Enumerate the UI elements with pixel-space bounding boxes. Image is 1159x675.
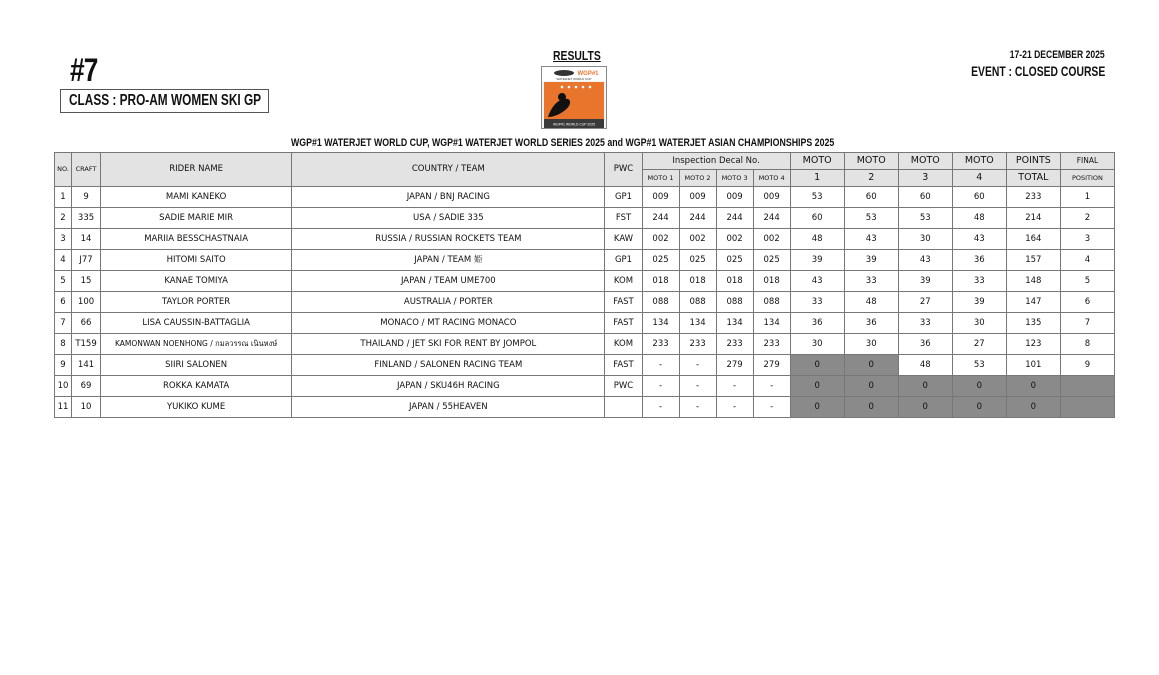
logo-line2: WATERJET WORLD CUP: [556, 77, 592, 81]
cell-rider: TAYLOR PORTER: [101, 292, 292, 313]
cell-insp-moto3: -: [716, 376, 753, 397]
cell-moto1: 30: [790, 334, 844, 355]
cell-craft: J77: [72, 250, 101, 271]
cell-moto1: 60: [790, 208, 844, 229]
cell-moto2: 60: [844, 187, 898, 208]
cell-insp-moto3: 244: [716, 208, 753, 229]
col-moto2-num: 2: [844, 170, 898, 187]
cell-points-total: 233: [1006, 187, 1060, 208]
cell-insp-moto1: 002: [642, 229, 679, 250]
cell-insp-moto1: -: [642, 355, 679, 376]
cell-insp-moto4: 025: [753, 250, 790, 271]
cell-insp-moto2: -: [679, 376, 716, 397]
col-no: NO.: [55, 153, 72, 187]
cell-rider: ROKKA KAMATA: [101, 376, 292, 397]
cell-rider: SADIE MARIE MIR: [101, 208, 292, 229]
cell-no: 10: [55, 376, 72, 397]
cell-moto3: 39: [898, 271, 952, 292]
cell-final-position: 5: [1060, 271, 1114, 292]
cell-country: RUSSIA / RUSSIAN ROCKETS TEAM: [292, 229, 605, 250]
table-row: [55, 313, 1115, 334]
cell-insp-moto1: 018: [642, 271, 679, 292]
cell-insp-moto4: 244: [753, 208, 790, 229]
class-number: #7: [70, 52, 98, 88]
cell-insp-moto3: 279: [716, 355, 753, 376]
cell-moto2: 43: [844, 229, 898, 250]
cell-insp-moto2: 002: [679, 229, 716, 250]
cell-no: 8: [55, 334, 72, 355]
col-country: COUNTRY / TEAM: [292, 153, 605, 187]
cell-pwc: [605, 397, 642, 418]
results-table: [54, 152, 1115, 418]
cell-country: USA / SADIE 335: [292, 208, 605, 229]
cell-moto3: 30: [898, 229, 952, 250]
cell-insp-moto1: 088: [642, 292, 679, 313]
cell-insp-moto1: 134: [642, 313, 679, 334]
cell-country: MONACO / MT RACING MONACO: [292, 313, 605, 334]
cell-insp-moto3: 088: [716, 292, 753, 313]
cell-pwc: FST: [605, 208, 642, 229]
cell-insp-moto1: -: [642, 397, 679, 418]
cell-insp-moto2: 018: [679, 271, 716, 292]
class-label-box: [60, 89, 269, 113]
cell-moto2: 36: [844, 313, 898, 334]
cell-moto1: 36: [790, 313, 844, 334]
cell-moto2: 0: [844, 397, 898, 418]
cell-final-position: 4: [1060, 250, 1114, 271]
cell-insp-moto1: 244: [642, 208, 679, 229]
cell-craft: 10: [72, 397, 101, 418]
cell-insp-moto4: 279: [753, 355, 790, 376]
class-label: CLASS : PRO-AM WOMEN SKI GP: [69, 92, 262, 109]
cell-moto4: 27: [952, 334, 1006, 355]
cell-pwc: KOM: [605, 334, 642, 355]
cell-country: JAPAN / BNJ RACING: [292, 187, 605, 208]
cell-points-total: 135: [1006, 313, 1060, 334]
col-position: POSITION: [1060, 170, 1114, 187]
cell-moto2: 30: [844, 334, 898, 355]
cell-moto1: 39: [790, 250, 844, 271]
cell-moto4: 0: [952, 376, 1006, 397]
cell-moto4: 48: [952, 208, 1006, 229]
col-insp-moto3: MOTO 3: [716, 170, 753, 187]
cell-rider: MAMI KANEKO: [101, 187, 292, 208]
col-moto1-num: 1: [790, 170, 844, 187]
cell-final-position: 8: [1060, 334, 1114, 355]
table-row: [55, 376, 1115, 397]
cell-insp-moto2: 244: [679, 208, 716, 229]
cell-no: 3: [55, 229, 72, 250]
cell-moto1: 0: [790, 355, 844, 376]
cell-points-total: 123: [1006, 334, 1060, 355]
cell-craft: 100: [72, 292, 101, 313]
cell-craft: 141: [72, 355, 101, 376]
cell-moto1: 43: [790, 271, 844, 292]
table-row: [55, 355, 1115, 376]
event-logo-graphic: [542, 67, 606, 128]
cell-no: 6: [55, 292, 72, 313]
cell-craft: 66: [72, 313, 101, 334]
cell-insp-moto1: -: [642, 376, 679, 397]
col-craft: CRAFT: [72, 153, 101, 187]
results-title: RESULTS: [553, 48, 601, 63]
cell-moto3: 27: [898, 292, 952, 313]
cell-insp-moto3: -: [716, 397, 753, 418]
table-row: [55, 292, 1115, 313]
cell-no: 4: [55, 250, 72, 271]
cell-pwc: PWC: [605, 376, 642, 397]
cell-insp-moto2: -: [679, 397, 716, 418]
cell-pwc: GP1: [605, 250, 642, 271]
cell-insp-moto4: 002: [753, 229, 790, 250]
col-inspection: Inspection Decal No.: [642, 153, 790, 170]
cell-insp-moto4: 233: [753, 334, 790, 355]
col-insp-moto1: MOTO 1: [642, 170, 679, 187]
cell-country: JAPAN / SKU46H RACING: [292, 376, 605, 397]
cell-rider: HITOMI SAITO: [101, 250, 292, 271]
cell-rider: YUKIKO KUME: [101, 397, 292, 418]
cell-moto2: 53: [844, 208, 898, 229]
cell-no: 9: [55, 355, 72, 376]
cell-points-total: 157: [1006, 250, 1060, 271]
col-points: POINTS: [1006, 153, 1060, 170]
col-insp-moto4: MOTO 4: [753, 170, 790, 187]
event-date: 17-21 DECEMBER 2025: [1010, 49, 1105, 61]
cell-pwc: FAST: [605, 313, 642, 334]
cell-moto3: 33: [898, 313, 952, 334]
event-logo: [541, 66, 607, 129]
col-rider: RIDER NAME: [101, 153, 292, 187]
logo-bottom-text: WGP#1 WORLD CUP 2025: [553, 122, 595, 127]
col-pwc: PWC: [605, 153, 642, 187]
cell-points-total: 101: [1006, 355, 1060, 376]
cell-moto2: 39: [844, 250, 898, 271]
table-row: [55, 229, 1115, 250]
cell-no: 1: [55, 187, 72, 208]
cell-craft: 9: [72, 187, 101, 208]
col-moto4-top: MOTO: [952, 153, 1006, 170]
cell-rider: KANAE TOMIYA: [101, 271, 292, 292]
cell-pwc: KOM: [605, 271, 642, 292]
cell-insp-moto2: 088: [679, 292, 716, 313]
event-name: EVENT : CLOSED COURSE: [970, 63, 1105, 79]
table-row: [55, 271, 1115, 292]
cell-insp-moto1: 025: [642, 250, 679, 271]
table-row: [55, 208, 1115, 229]
cell-insp-moto3: 134: [716, 313, 753, 334]
cell-pwc: KAW: [605, 229, 642, 250]
cell-insp-moto4: -: [753, 397, 790, 418]
cell-insp-moto3: 025: [716, 250, 753, 271]
col-moto1-top: MOTO: [790, 153, 844, 170]
cell-insp-moto2: 009: [679, 187, 716, 208]
cell-moto4: 39: [952, 292, 1006, 313]
cell-points-total: 147: [1006, 292, 1060, 313]
cell-craft: 335: [72, 208, 101, 229]
cell-pwc: GP1: [605, 187, 642, 208]
cell-no: 11: [55, 397, 72, 418]
cell-moto4: 0: [952, 397, 1006, 418]
cell-no: 2: [55, 208, 72, 229]
cell-moto4: 36: [952, 250, 1006, 271]
cell-craft: T159: [72, 334, 101, 355]
cell-final-position: [1060, 376, 1114, 397]
cell-moto4: 33: [952, 271, 1006, 292]
cell-insp-moto4: -: [753, 376, 790, 397]
cell-moto1: 0: [790, 376, 844, 397]
cell-pwc: FAST: [605, 355, 642, 376]
cell-country: AUSTRALIA / PORTER: [292, 292, 605, 313]
cell-insp-moto2: -: [679, 355, 716, 376]
col-moto3-top: MOTO: [898, 153, 952, 170]
cell-points-total: 0: [1006, 376, 1060, 397]
cell-country: JAPAN / TEAM UME700: [292, 271, 605, 292]
cell-insp-moto3: 002: [716, 229, 753, 250]
cell-final-position: 3: [1060, 229, 1114, 250]
col-insp-moto2: MOTO 2: [679, 170, 716, 187]
cell-moto2: 33: [844, 271, 898, 292]
table-row: [55, 187, 1115, 208]
logo-top-text: WGP#1: [577, 71, 599, 77]
cell-points-total: 164: [1006, 229, 1060, 250]
cell-moto2: 0: [844, 376, 898, 397]
cell-insp-moto2: 025: [679, 250, 716, 271]
cell-insp-moto2: 134: [679, 313, 716, 334]
results-body: [55, 187, 1115, 418]
cell-moto1: 0: [790, 397, 844, 418]
cell-rider: KAMONWAN NOENHONG / กมลวรรณ เนินหงษ์: [101, 334, 292, 355]
col-final: FINAL: [1060, 153, 1114, 170]
cell-moto3: 53: [898, 208, 952, 229]
cell-moto1: 48: [790, 229, 844, 250]
cell-moto2: 0: [844, 355, 898, 376]
cell-no: 5: [55, 271, 72, 292]
cell-insp-moto4: 134: [753, 313, 790, 334]
cell-insp-moto3: 233: [716, 334, 753, 355]
cell-insp-moto3: 009: [716, 187, 753, 208]
cell-moto3: 48: [898, 355, 952, 376]
cell-final-position: [1060, 397, 1114, 418]
col-moto3-num: 3: [898, 170, 952, 187]
cell-moto4: 53: [952, 355, 1006, 376]
cell-moto3: 0: [898, 376, 952, 397]
cell-moto4: 43: [952, 229, 1006, 250]
cell-rider: LISA CAUSSIN-BATTAGLIA: [101, 313, 292, 334]
cell-final-position: 6: [1060, 292, 1114, 313]
cell-insp-moto1: 009: [642, 187, 679, 208]
cell-country: FINLAND / SALONEN RACING TEAM: [292, 355, 605, 376]
cell-insp-moto2: 233: [679, 334, 716, 355]
cell-insp-moto4: 018: [753, 271, 790, 292]
cell-country: JAPAN / 55HEAVEN: [292, 397, 605, 418]
cell-moto3: 43: [898, 250, 952, 271]
cell-rider: SIIRI SALONEN: [101, 355, 292, 376]
cell-rider: MARIIA BESSCHASTNAIA: [101, 229, 292, 250]
cell-final-position: 9: [1060, 355, 1114, 376]
cell-pwc: FAST: [605, 292, 642, 313]
col-moto4-num: 4: [952, 170, 1006, 187]
cell-moto1: 33: [790, 292, 844, 313]
cell-points-total: 214: [1006, 208, 1060, 229]
cell-points-total: 148: [1006, 271, 1060, 292]
cell-no: 7: [55, 313, 72, 334]
championship-subtitle: WGP#1 WATERJET WORLD CUP, WGP#1 WATERJET WORLD SERIES 2025 and WGP#1 WATERJET ASIAN CHAMPIONSHIPS 2025: [291, 137, 835, 149]
cell-country: THAILAND / JET SKI FOR RENT BY JOMPOL: [292, 334, 605, 355]
col-moto2-top: MOTO: [844, 153, 898, 170]
cell-craft: 15: [72, 271, 101, 292]
cell-moto3: 36: [898, 334, 952, 355]
col-total: TOTAL: [1006, 170, 1060, 187]
cell-craft: 69: [72, 376, 101, 397]
cell-insp-moto3: 018: [716, 271, 753, 292]
cell-final-position: 7: [1060, 313, 1114, 334]
cell-moto2: 48: [844, 292, 898, 313]
cell-moto1: 53: [790, 187, 844, 208]
cell-moto4: 30: [952, 313, 1006, 334]
cell-final-position: 2: [1060, 208, 1114, 229]
cell-insp-moto1: 233: [642, 334, 679, 355]
cell-points-total: 0: [1006, 397, 1060, 418]
cell-country: JAPAN / TEAM 姫: [292, 250, 605, 271]
table-row: [55, 397, 1115, 418]
cell-craft: 14: [72, 229, 101, 250]
table-row: [55, 334, 1115, 355]
cell-moto3: 0: [898, 397, 952, 418]
cell-insp-moto4: 088: [753, 292, 790, 313]
cell-moto3: 60: [898, 187, 952, 208]
cell-insp-moto4: 009: [753, 187, 790, 208]
cell-final-position: 1: [1060, 187, 1114, 208]
table-row: [55, 250, 1115, 271]
cell-moto4: 60: [952, 187, 1006, 208]
